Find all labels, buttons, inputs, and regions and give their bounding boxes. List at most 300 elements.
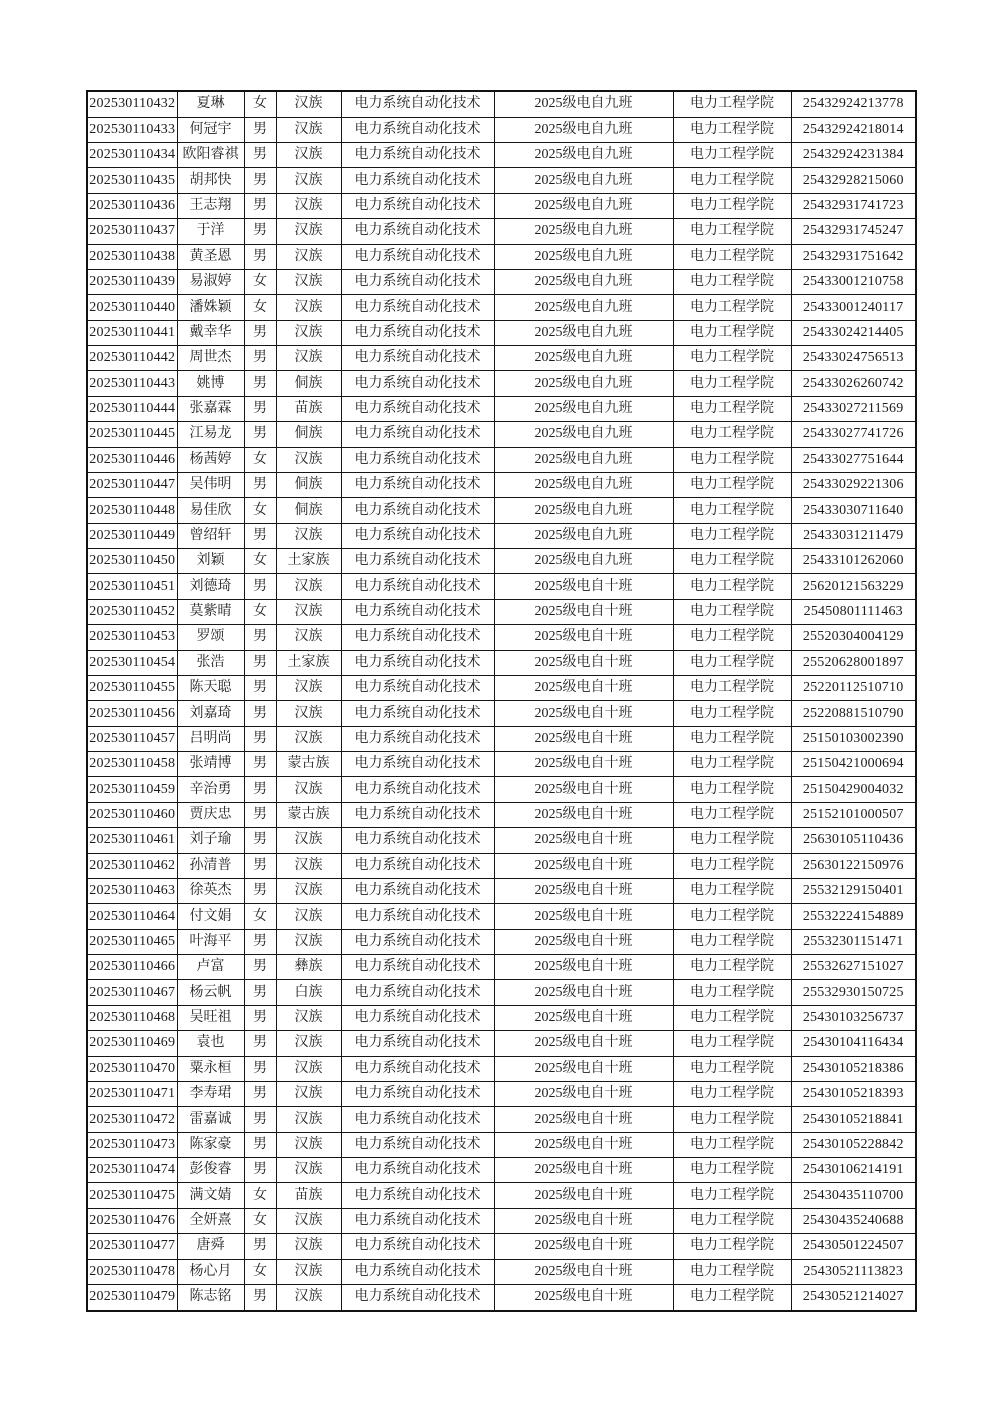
cell-candidate-number: 25432924231384 (791, 143, 916, 168)
cell-ethnicity: 汉族 (276, 117, 341, 142)
cell-candidate-number: 25150103002390 (791, 726, 916, 751)
cell-ethnicity: 汉族 (276, 244, 341, 269)
cell-college: 电力工程学院 (673, 143, 791, 168)
cell-gender: 男 (244, 828, 276, 853)
cell-college: 电力工程学院 (673, 777, 791, 802)
cell-major: 电力系统自动化技术 (341, 599, 494, 624)
cell-major: 电力系统自动化技术 (341, 422, 494, 447)
cell-candidate-number: 25152101000507 (791, 802, 916, 827)
cell-major: 电力系统自动化技术 (341, 1158, 494, 1183)
cell-student-id: 202530110456 (87, 701, 177, 726)
cell-major: 电力系统自动化技术 (341, 1284, 494, 1311)
cell-ethnicity: 侗族 (276, 498, 341, 523)
cell-class: 2025级电自十班 (494, 1132, 673, 1157)
cell-student-name: 吴旺祖 (177, 1005, 244, 1030)
cell-candidate-number: 25532224154889 (791, 904, 916, 929)
table-row (87, 1158, 916, 1183)
cell-class: 2025级电自十班 (494, 777, 673, 802)
cell-student-name: 卢富 (177, 955, 244, 980)
cell-student-id: 202530110476 (87, 1208, 177, 1233)
cell-college: 电力工程学院 (673, 1158, 791, 1183)
cell-college: 电力工程学院 (673, 1183, 791, 1208)
cell-candidate-number: 25432924213778 (791, 91, 916, 117)
cell-gender: 女 (244, 91, 276, 117)
cell-ethnicity: 汉族 (276, 878, 341, 903)
cell-student-id: 202530110455 (87, 675, 177, 700)
table-row (87, 1107, 916, 1132)
cell-gender: 男 (244, 320, 276, 345)
cell-gender: 男 (244, 396, 276, 421)
cell-major: 电力系统自动化技术 (341, 1208, 494, 1233)
cell-gender: 男 (244, 472, 276, 497)
cell-class: 2025级电自九班 (494, 447, 673, 472)
cell-college: 电力工程学院 (673, 726, 791, 751)
cell-student-id: 202530110444 (87, 396, 177, 421)
cell-gender: 男 (244, 117, 276, 142)
cell-student-name: 彭俊睿 (177, 1158, 244, 1183)
cell-candidate-number: 25430103256737 (791, 1005, 916, 1030)
cell-student-name: 于洋 (177, 219, 244, 244)
cell-major: 电力系统自动化技术 (341, 549, 494, 574)
cell-major: 电力系统自动化技术 (341, 1107, 494, 1132)
cell-ethnicity: 苗族 (276, 1183, 341, 1208)
cell-candidate-number: 25430435240688 (791, 1208, 916, 1233)
cell-gender: 男 (244, 701, 276, 726)
cell-student-id: 202530110440 (87, 295, 177, 320)
cell-student-name: 吕明尚 (177, 726, 244, 751)
table-row (87, 1183, 916, 1208)
cell-student-name: 刘嘉琦 (177, 701, 244, 726)
cell-gender: 男 (244, 675, 276, 700)
cell-class: 2025级电自十班 (494, 955, 673, 980)
cell-student-id: 202530110439 (87, 269, 177, 294)
cell-candidate-number: 25433031211479 (791, 523, 916, 548)
cell-candidate-number: 25433001240117 (791, 295, 916, 320)
cell-candidate-number: 25532301151471 (791, 929, 916, 954)
cell-student-name: 唐舜 (177, 1234, 244, 1259)
table-row (87, 523, 916, 548)
cell-major: 电力系统自动化技术 (341, 371, 494, 396)
cell-student-name: 陈志铭 (177, 1284, 244, 1311)
cell-class: 2025级电自十班 (494, 1031, 673, 1056)
cell-major: 电力系统自动化技术 (341, 675, 494, 700)
cell-student-id: 202530110475 (87, 1183, 177, 1208)
cell-student-id: 202530110466 (87, 955, 177, 980)
cell-student-id: 202530110464 (87, 904, 177, 929)
cell-student-id: 202530110449 (87, 523, 177, 548)
table-row (87, 447, 916, 472)
cell-ethnicity: 蒙古族 (276, 752, 341, 777)
cell-ethnicity: 土家族 (276, 549, 341, 574)
cell-gender: 男 (244, 1081, 276, 1106)
table-row (87, 650, 916, 675)
cell-major: 电力系统自动化技术 (341, 269, 494, 294)
cell-gender: 男 (244, 1056, 276, 1081)
cell-student-id: 202530110472 (87, 1107, 177, 1132)
cell-gender: 男 (244, 422, 276, 447)
cell-candidate-number: 25433027741726 (791, 422, 916, 447)
cell-class: 2025级电自十班 (494, 1107, 673, 1132)
cell-student-id: 202530110433 (87, 117, 177, 142)
cell-ethnicity: 汉族 (276, 193, 341, 218)
cell-student-name: 雷嘉诚 (177, 1107, 244, 1132)
cell-gender: 男 (244, 777, 276, 802)
cell-student-id: 202530110474 (87, 1158, 177, 1183)
cell-college: 电力工程学院 (673, 1208, 791, 1233)
cell-class: 2025级电自九班 (494, 320, 673, 345)
cell-major: 电力系统自动化技术 (341, 574, 494, 599)
cell-candidate-number: 25150429004032 (791, 777, 916, 802)
cell-college: 电力工程学院 (673, 1081, 791, 1106)
cell-class: 2025级电自九班 (494, 549, 673, 574)
table-row (87, 1234, 916, 1259)
cell-college: 电力工程学院 (673, 878, 791, 903)
cell-major: 电力系统自动化技术 (341, 904, 494, 929)
roster-body (87, 91, 916, 1311)
cell-ethnicity: 白族 (276, 980, 341, 1005)
cell-ethnicity: 汉族 (276, 523, 341, 548)
cell-ethnicity: 土家族 (276, 650, 341, 675)
cell-college: 电力工程学院 (673, 117, 791, 142)
cell-gender: 男 (244, 371, 276, 396)
table-row (87, 269, 916, 294)
table-row (87, 777, 916, 802)
cell-gender: 女 (244, 269, 276, 294)
cell-college: 电力工程学院 (673, 1234, 791, 1259)
cell-ethnicity: 蒙古族 (276, 802, 341, 827)
cell-student-name: 戴幸华 (177, 320, 244, 345)
cell-gender: 男 (244, 929, 276, 954)
table-row (87, 295, 916, 320)
cell-candidate-number: 25432931751642 (791, 244, 916, 269)
cell-class: 2025级电自十班 (494, 929, 673, 954)
table-row (87, 168, 916, 193)
cell-candidate-number: 25630105110436 (791, 828, 916, 853)
cell-student-name: 罗颂 (177, 625, 244, 650)
cell-college: 电力工程学院 (673, 752, 791, 777)
cell-ethnicity: 汉族 (276, 447, 341, 472)
cell-major: 电力系统自动化技术 (341, 853, 494, 878)
table-row (87, 219, 916, 244)
cell-class: 2025级电自九班 (494, 269, 673, 294)
cell-gender: 女 (244, 447, 276, 472)
cell-candidate-number: 25450801111463 (791, 599, 916, 624)
cell-class: 2025级电自十班 (494, 1081, 673, 1106)
cell-student-name: 曾绍轩 (177, 523, 244, 548)
cell-ethnicity: 汉族 (276, 1031, 341, 1056)
cell-student-name: 叶海平 (177, 929, 244, 954)
cell-major: 电力系统自动化技术 (341, 91, 494, 117)
cell-student-id: 202530110452 (87, 599, 177, 624)
cell-student-id: 202530110460 (87, 802, 177, 827)
table-row (87, 574, 916, 599)
cell-student-name: 潘姝颖 (177, 295, 244, 320)
cell-college: 电力工程学院 (673, 269, 791, 294)
cell-major: 电力系统自动化技术 (341, 1056, 494, 1081)
cell-major: 电力系统自动化技术 (341, 650, 494, 675)
cell-class: 2025级电自九班 (494, 143, 673, 168)
cell-college: 电力工程学院 (673, 320, 791, 345)
cell-student-name: 吴伟明 (177, 472, 244, 497)
cell-major: 电力系统自动化技术 (341, 1132, 494, 1157)
cell-class: 2025级电自十班 (494, 828, 673, 853)
cell-ethnicity: 汉族 (276, 1284, 341, 1311)
cell-class: 2025级电自九班 (494, 472, 673, 497)
cell-student-name: 付文娟 (177, 904, 244, 929)
cell-ethnicity: 汉族 (276, 346, 341, 371)
cell-ethnicity: 汉族 (276, 904, 341, 929)
cell-college: 电力工程学院 (673, 955, 791, 980)
cell-major: 电力系统自动化技术 (341, 802, 494, 827)
cell-college: 电力工程学院 (673, 1107, 791, 1132)
cell-college: 电力工程学院 (673, 1005, 791, 1030)
cell-college: 电力工程学院 (673, 168, 791, 193)
cell-college: 电力工程学院 (673, 1259, 791, 1284)
table-row (87, 143, 916, 168)
cell-class: 2025级电自十班 (494, 1056, 673, 1081)
cell-ethnicity: 汉族 (276, 1234, 341, 1259)
cell-student-id: 202530110447 (87, 472, 177, 497)
cell-major: 电力系统自动化技术 (341, 1031, 494, 1056)
cell-student-name: 满文婧 (177, 1183, 244, 1208)
cell-gender: 男 (244, 346, 276, 371)
cell-candidate-number: 25630122150976 (791, 853, 916, 878)
cell-class: 2025级电自九班 (494, 422, 673, 447)
cell-candidate-number: 25430105218393 (791, 1081, 916, 1106)
table-row (87, 1259, 916, 1284)
cell-candidate-number: 25532129150401 (791, 878, 916, 903)
table-row (87, 828, 916, 853)
cell-class: 2025级电自九班 (494, 168, 673, 193)
cell-ethnicity: 汉族 (276, 269, 341, 294)
cell-student-id: 202530110435 (87, 168, 177, 193)
cell-ethnicity: 彝族 (276, 955, 341, 980)
cell-gender: 女 (244, 1259, 276, 1284)
cell-gender: 男 (244, 168, 276, 193)
cell-college: 电力工程学院 (673, 549, 791, 574)
cell-college: 电力工程学院 (673, 650, 791, 675)
cell-ethnicity: 汉族 (276, 168, 341, 193)
cell-student-name: 陈家豪 (177, 1132, 244, 1157)
student-roster-table (86, 90, 917, 1312)
cell-candidate-number: 25430435110700 (791, 1183, 916, 1208)
cell-candidate-number: 25532627151027 (791, 955, 916, 980)
cell-candidate-number: 25430104116434 (791, 1031, 916, 1056)
cell-candidate-number: 25220881510790 (791, 701, 916, 726)
cell-student-id: 202530110432 (87, 91, 177, 117)
cell-gender: 女 (244, 1208, 276, 1233)
cell-gender: 女 (244, 549, 276, 574)
cell-gender: 男 (244, 726, 276, 751)
cell-student-name: 袁也 (177, 1031, 244, 1056)
cell-candidate-number: 25432924218014 (791, 117, 916, 142)
cell-college: 电力工程学院 (673, 802, 791, 827)
cell-student-name: 李寿珺 (177, 1081, 244, 1106)
cell-college: 电力工程学院 (673, 599, 791, 624)
cell-ethnicity: 苗族 (276, 396, 341, 421)
table-row (87, 472, 916, 497)
cell-candidate-number: 25432931745247 (791, 219, 916, 244)
table-row (87, 929, 916, 954)
cell-gender: 男 (244, 878, 276, 903)
cell-gender: 女 (244, 295, 276, 320)
cell-class: 2025级电自九班 (494, 371, 673, 396)
cell-major: 电力系统自动化技术 (341, 625, 494, 650)
table-row (87, 1208, 916, 1233)
cell-student-id: 202530110443 (87, 371, 177, 396)
cell-class: 2025级电自九班 (494, 117, 673, 142)
cell-gender: 女 (244, 599, 276, 624)
cell-candidate-number: 25433001210758 (791, 269, 916, 294)
cell-gender: 男 (244, 1132, 276, 1157)
cell-student-id: 202530110458 (87, 752, 177, 777)
table-row (87, 320, 916, 345)
cell-major: 电力系统自动化技术 (341, 1234, 494, 1259)
cell-gender: 男 (244, 219, 276, 244)
cell-student-name: 夏琳 (177, 91, 244, 117)
cell-class: 2025级电自十班 (494, 625, 673, 650)
cell-student-id: 202530110459 (87, 777, 177, 802)
cell-student-id: 202530110479 (87, 1284, 177, 1311)
cell-major: 电力系统自动化技术 (341, 447, 494, 472)
cell-gender: 男 (244, 802, 276, 827)
cell-ethnicity: 侗族 (276, 371, 341, 396)
cell-student-id: 202530110462 (87, 853, 177, 878)
cell-student-id: 202530110477 (87, 1234, 177, 1259)
table-row (87, 1284, 916, 1311)
cell-college: 电力工程学院 (673, 523, 791, 548)
cell-ethnicity: 侗族 (276, 422, 341, 447)
cell-student-name: 莫紫晴 (177, 599, 244, 624)
cell-candidate-number: 25620121563229 (791, 574, 916, 599)
cell-ethnicity: 汉族 (276, 701, 341, 726)
table-row (87, 955, 916, 980)
cell-student-id: 202530110437 (87, 219, 177, 244)
cell-ethnicity: 汉族 (276, 599, 341, 624)
table-row (87, 1031, 916, 1056)
cell-student-name: 杨茜婷 (177, 447, 244, 472)
cell-student-name: 姚博 (177, 371, 244, 396)
cell-major: 电力系统自动化技术 (341, 955, 494, 980)
table-row (87, 1056, 916, 1081)
cell-student-name: 张靖博 (177, 752, 244, 777)
cell-gender: 男 (244, 1107, 276, 1132)
cell-gender: 男 (244, 143, 276, 168)
cell-class: 2025级电自十班 (494, 650, 673, 675)
cell-candidate-number: 25433027211569 (791, 396, 916, 421)
cell-ethnicity: 汉族 (276, 828, 341, 853)
cell-gender: 男 (244, 752, 276, 777)
cell-college: 电力工程学院 (673, 929, 791, 954)
cell-class: 2025级电自十班 (494, 1005, 673, 1030)
cell-major: 电力系统自动化技术 (341, 498, 494, 523)
cell-college: 电力工程学院 (673, 422, 791, 447)
cell-college: 电力工程学院 (673, 980, 791, 1005)
table-row (87, 752, 916, 777)
table-row (87, 117, 916, 142)
cell-student-name: 杨云帆 (177, 980, 244, 1005)
cell-college: 电力工程学院 (673, 701, 791, 726)
cell-major: 电力系统自动化技术 (341, 1081, 494, 1106)
table-row (87, 1132, 916, 1157)
table-row (87, 346, 916, 371)
cell-student-id: 202530110469 (87, 1031, 177, 1056)
cell-class: 2025级电自十班 (494, 980, 673, 1005)
cell-college: 电力工程学院 (673, 574, 791, 599)
cell-class: 2025级电自十班 (494, 904, 673, 929)
cell-student-name: 何冠宇 (177, 117, 244, 142)
cell-college: 电力工程学院 (673, 828, 791, 853)
cell-gender: 男 (244, 650, 276, 675)
cell-candidate-number: 25520628001897 (791, 650, 916, 675)
cell-ethnicity: 汉族 (276, 929, 341, 954)
cell-gender: 男 (244, 1005, 276, 1030)
cell-student-name: 欧阳睿祺 (177, 143, 244, 168)
cell-candidate-number: 25430105218386 (791, 1056, 916, 1081)
cell-class: 2025级电自十班 (494, 1234, 673, 1259)
cell-student-name: 刘子瑜 (177, 828, 244, 853)
cell-gender: 女 (244, 498, 276, 523)
cell-college: 电力工程学院 (673, 904, 791, 929)
cell-student-id: 202530110453 (87, 625, 177, 650)
cell-candidate-number: 25150421000694 (791, 752, 916, 777)
cell-candidate-number: 25520304004129 (791, 625, 916, 650)
cell-ethnicity: 汉族 (276, 1259, 341, 1284)
cell-ethnicity: 汉族 (276, 1005, 341, 1030)
table-row (87, 91, 916, 117)
cell-student-name: 王志翔 (177, 193, 244, 218)
cell-ethnicity: 汉族 (276, 219, 341, 244)
cell-candidate-number: 25432931741723 (791, 193, 916, 218)
cell-student-id: 202530110434 (87, 143, 177, 168)
cell-major: 电力系统自动化技术 (341, 219, 494, 244)
table-row (87, 244, 916, 269)
table-row (87, 371, 916, 396)
cell-class: 2025级电自九班 (494, 193, 673, 218)
cell-college: 电力工程学院 (673, 472, 791, 497)
cell-candidate-number: 25433024214405 (791, 320, 916, 345)
cell-student-id: 202530110445 (87, 422, 177, 447)
cell-college: 电力工程学院 (673, 1031, 791, 1056)
cell-major: 电力系统自动化技术 (341, 523, 494, 548)
cell-ethnicity: 侗族 (276, 472, 341, 497)
cell-ethnicity: 汉族 (276, 574, 341, 599)
cell-major: 电力系统自动化技术 (341, 929, 494, 954)
cell-candidate-number: 25433030711640 (791, 498, 916, 523)
cell-college: 电力工程学院 (673, 498, 791, 523)
cell-college: 电力工程学院 (673, 625, 791, 650)
cell-gender: 女 (244, 1183, 276, 1208)
cell-student-name: 刘颖 (177, 549, 244, 574)
cell-major: 电力系统自动化技术 (341, 143, 494, 168)
cell-candidate-number: 25430501224507 (791, 1234, 916, 1259)
cell-ethnicity: 汉族 (276, 1208, 341, 1233)
cell-major: 电力系统自动化技术 (341, 117, 494, 142)
cell-student-id: 202530110471 (87, 1081, 177, 1106)
cell-major: 电力系统自动化技术 (341, 193, 494, 218)
cell-ethnicity: 汉族 (276, 143, 341, 168)
cell-class: 2025级电自九班 (494, 219, 673, 244)
table-row (87, 599, 916, 624)
cell-ethnicity: 汉族 (276, 675, 341, 700)
table-row (87, 1081, 916, 1106)
cell-ethnicity: 汉族 (276, 777, 341, 802)
cell-student-name: 徐英杰 (177, 878, 244, 903)
cell-gender: 男 (244, 244, 276, 269)
cell-gender: 男 (244, 1031, 276, 1056)
cell-student-name: 刘德琦 (177, 574, 244, 599)
cell-major: 电力系统自动化技术 (341, 878, 494, 903)
